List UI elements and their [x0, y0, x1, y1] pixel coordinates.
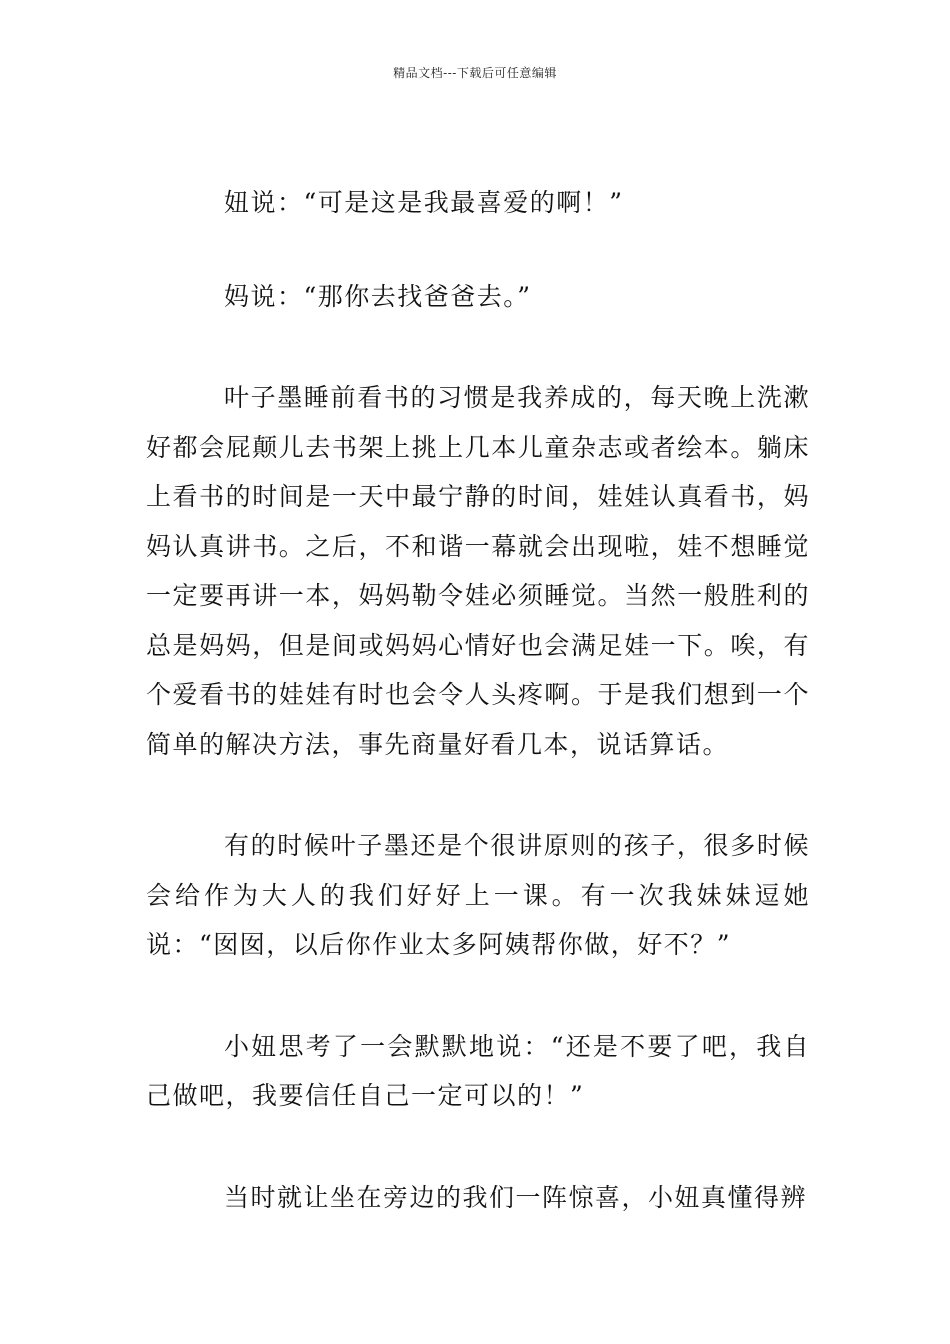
paragraph-3: 叶子墨睡前看书的习惯是我养成的，每天晚上洗漱好都会屁颠儿去书架上挑上几本儿童杂志或者绘本。躺床上看书的时间是一天中最宁静的时间，娃娃认真看书，妈妈认真讲书。之后，不和谐一幕就会出现啦，娃不想睡觉一定要再讲一本，妈妈勒令娃必须睡觉。当然一般胜利的总是妈妈，但是间或妈妈心情好也会满足娃一下。唉，有个爱看书的娃娃有时也会令人头疼啊。于是我们想到一个简单的解决方法，事先商量好看几本，说话算话。	[146, 383, 810, 759]
paragraph-6: 当时就让坐在旁边的我们一阵惊喜，小妞真懂得辨	[224, 1182, 808, 1212]
paragraph-4: 有的时候叶子墨还是个很讲原则的孩子，很多时候会给作为大人的我们好好上一课。有一次我妹妹逗她说：“囡囡，以后你作业太多阿姨帮你做，好不？”	[146, 831, 810, 959]
page-header: 精品文档---下载后可任意编辑	[393, 66, 557, 80]
document-body	[146, 178, 810, 1222]
paragraph-1: 妞说：“可是这是我最喜爱的啊！”	[224, 188, 624, 217]
paragraph-2: 妈说：“那你去找爸爸去。”	[224, 281, 532, 311]
paragraph-5: 小妞思考了一会默默地说：“还是不要了吧，我自己做吧，我要信任自己一定可以的！”	[146, 1031, 810, 1110]
